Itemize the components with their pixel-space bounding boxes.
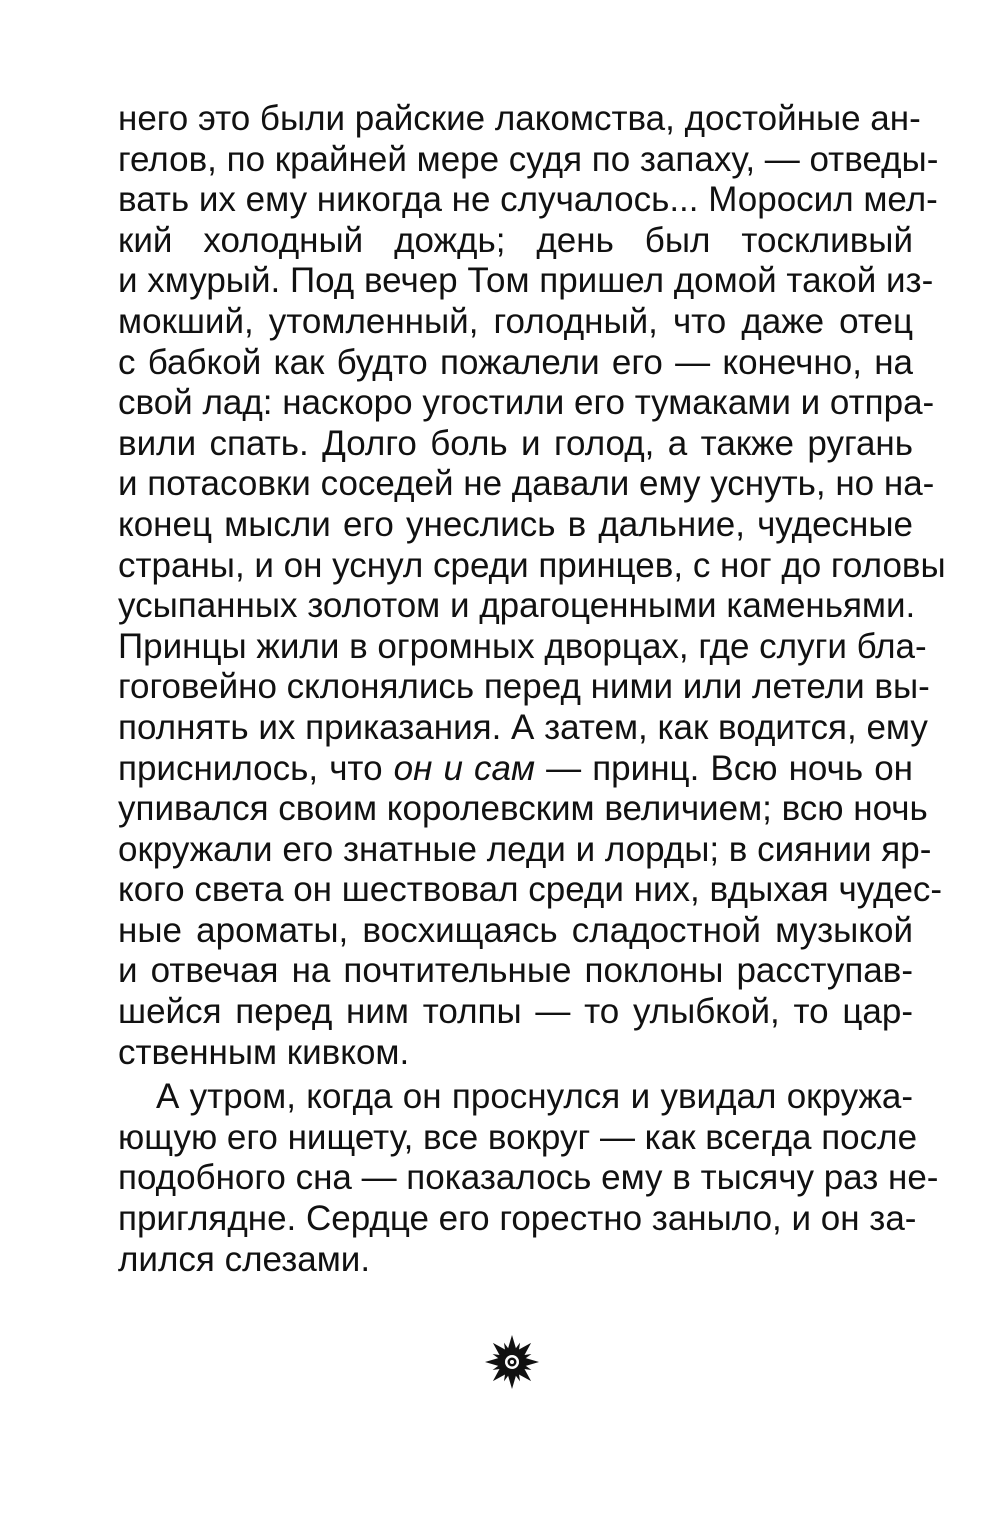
italic-emphasis: он и сам [393,748,536,788]
paragraph-1 [118,99,946,1073]
text-line: конец мысли его унеслись в дальние, чудесные [118,504,913,544]
text-line: кого света он шествовал среди них, вдыхая чудес- [118,870,943,910]
text-line: лился слезами. [118,1239,371,1279]
text-line: ные ароматы, восхищаясь сладостной музыкой [118,910,913,950]
text-line: окружали его знатные леди и лорды; в сиянии яр- [118,829,932,869]
text-line: А утром, когда он проснулся и увидал окружа- [156,1077,913,1117]
text-line: с бабкой как будто пожалели его — конечно, на [118,342,913,382]
text-line: усыпанных золотом и драгоценными каменьями. [118,586,916,626]
text-span: — принц. Всю ночь он [535,748,913,788]
paragraph-2 [118,1077,939,1280]
text-line: вать их ему никогда не случалось... Моросил мел- [118,180,938,220]
text-line: упивался своим королевским величием; всю ночь [118,789,928,829]
text-line: полнять их приказания. А затем, как водится, ему [118,707,928,747]
text-line: и хмурый. Под вечер Том пришел домой такой из- [118,261,934,301]
text-line-with-italic [118,749,913,790]
text-line: и потасовки соседей не давали ему уснуть, но на- [118,464,935,504]
text-line: ющую его нищету, все вокруг — как всегда после [118,1117,918,1157]
body-text [118,99,946,1280]
text-line: свой лад: наскоро угостили его тумаками и отпра- [118,383,935,423]
text-line: ственным кивком. [118,1032,410,1072]
text-line: и отвечая на почтительные поклоны расступав- [118,951,913,991]
text-span: приснилось, что [118,748,394,788]
text-line: вили спать. Долго боль и голод, а также ругань [118,423,913,463]
text-line: мокший, утомленный, голодный, что даже отец [118,301,913,341]
text-line: Принцы жили в огромных дворцах, где слуги бла- [118,626,927,666]
text-line: подобного сна — показалось ему в тысячу раз не- [118,1158,939,1198]
text-line: приглядне. Сердце его горестно заныло, и он за- [118,1199,917,1239]
text-line: гелов, по крайней мере судя по запаху, — отведы- [118,139,939,179]
text-line: шейся перед ним толпы — то улыбкой, то цар- [118,992,913,1032]
star-flower-ornament-icon [484,1334,540,1390]
text-line: кий холодный дождь; день был тоскливый [118,220,913,260]
text-line: гоговейно склонялись перед ними или летели вы- [118,667,930,707]
text-line: страны, и он уснул среди принцев, с ног до головы [118,545,946,585]
text-line: него это были райские лакомства, достойные ан- [118,99,921,138]
